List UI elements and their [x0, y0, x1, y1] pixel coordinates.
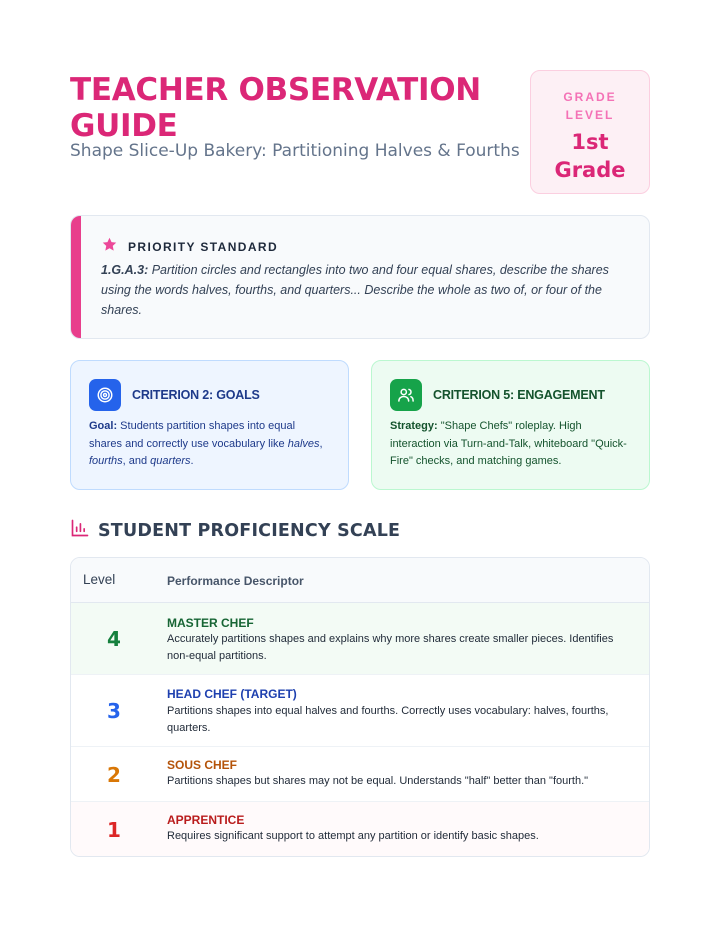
criterion-engagement-text	[390, 418, 630, 471]
level-descriptor: Partitions shapes but shares may not be equal. Understands "half" better than "fourth."	[167, 775, 589, 787]
goal-term-fourths: fourths	[89, 455, 123, 467]
table-row	[71, 747, 649, 802]
level-name: MASTER CHEF	[167, 616, 254, 630]
level-number: 3	[107, 699, 121, 723]
proficiency-scale-title: STUDENT PROFICIENCY SCALE	[98, 520, 401, 541]
document-header	[70, 70, 650, 194]
bar-chart-icon	[70, 518, 90, 543]
priority-standard-title: PRIORITY STANDARD	[128, 240, 279, 254]
criterion-goals-text	[89, 418, 329, 471]
goal-end: .	[190, 455, 194, 467]
column-header-level: Level	[83, 572, 116, 587]
level-number: 2	[107, 763, 121, 787]
table-row	[71, 675, 649, 747]
grade-label-line-1: GRADE	[563, 90, 617, 104]
goal-lead: Goal:	[89, 420, 118, 432]
goal-sep-2: , and	[122, 455, 151, 467]
level-name: APPRENTICE	[167, 813, 245, 827]
target-icon	[89, 379, 121, 411]
criterion-engagement-header	[390, 379, 605, 411]
level-name: SOUS CHEF	[167, 758, 238, 772]
grade-level-value	[531, 128, 649, 184]
proficiency-scale-table	[70, 557, 650, 857]
goal-term-quarters: quarters	[150, 455, 191, 467]
priority-standard-text	[101, 260, 621, 320]
criterion-goals-title: CRITERION 2: GOALS	[132, 388, 260, 402]
standard-description: Partition circles and rectangles into two and four equal shares, describe the shares using the words halves, fourths, and quarters... Describe the whole as two of, or four of the shares.	[101, 263, 609, 317]
grade-value-line-1: 1st	[571, 130, 609, 154]
level-descriptor: Partitions shapes into equal halves and fourths. Correctly uses vocabulary: halves, fourths, quarters.	[167, 705, 609, 734]
proficiency-scale-heading	[70, 518, 400, 543]
level-name: HEAD CHEF (TARGET)	[167, 687, 297, 701]
users-icon	[390, 379, 422, 411]
priority-accent-bar	[71, 216, 81, 338]
strategy-text: "Shape Chefs" roleplay. High interaction via Turn-and-Talk, whiteboard "Quick-Fire" checks, and matching games.	[390, 420, 627, 467]
goal-text: Students partition shapes into equal shares and correctly use vocabulary like	[89, 420, 296, 450]
level-number: 1	[107, 818, 121, 842]
criterion-engagement-title: CRITERION 5: ENGAGEMENT	[433, 388, 605, 402]
grade-value-line-2: Grade	[554, 158, 626, 182]
level-descriptor: Requires significant support to attempt any partition or identify basic shapes.	[167, 830, 539, 842]
standard-code: 1.G.A.3:	[101, 263, 149, 277]
criterion-goals-header	[89, 379, 260, 411]
level-descriptor: Accurately partitions shapes and explains why more shares create smaller pieces. Identifies non-equal partitions.	[167, 633, 614, 662]
strategy-lead: Strategy:	[390, 420, 438, 432]
table-header	[71, 558, 649, 603]
priority-standard-header	[101, 236, 278, 258]
criterion-engagement-card	[371, 360, 650, 490]
column-header-descriptor: Performance Descriptor	[167, 574, 304, 588]
table-row	[71, 603, 649, 675]
grade-label-line-2: LEVEL	[565, 108, 615, 122]
level-number: 4	[107, 627, 121, 651]
star-icon	[101, 236, 118, 258]
page-title: TEACHER OBSERVATION GUIDE	[70, 72, 481, 144]
grade-level-badge	[530, 70, 650, 194]
goal-term-halves: halves	[287, 437, 320, 450]
grade-level-label	[531, 88, 649, 124]
table-row	[71, 802, 649, 856]
criterion-goals-card	[70, 360, 349, 490]
goal-sep-1: ,	[319, 437, 323, 450]
page-subtitle: Shape Slice-Up Bakery: Partitioning Halves & Fourths	[70, 141, 520, 161]
priority-standard-panel	[70, 215, 650, 339]
